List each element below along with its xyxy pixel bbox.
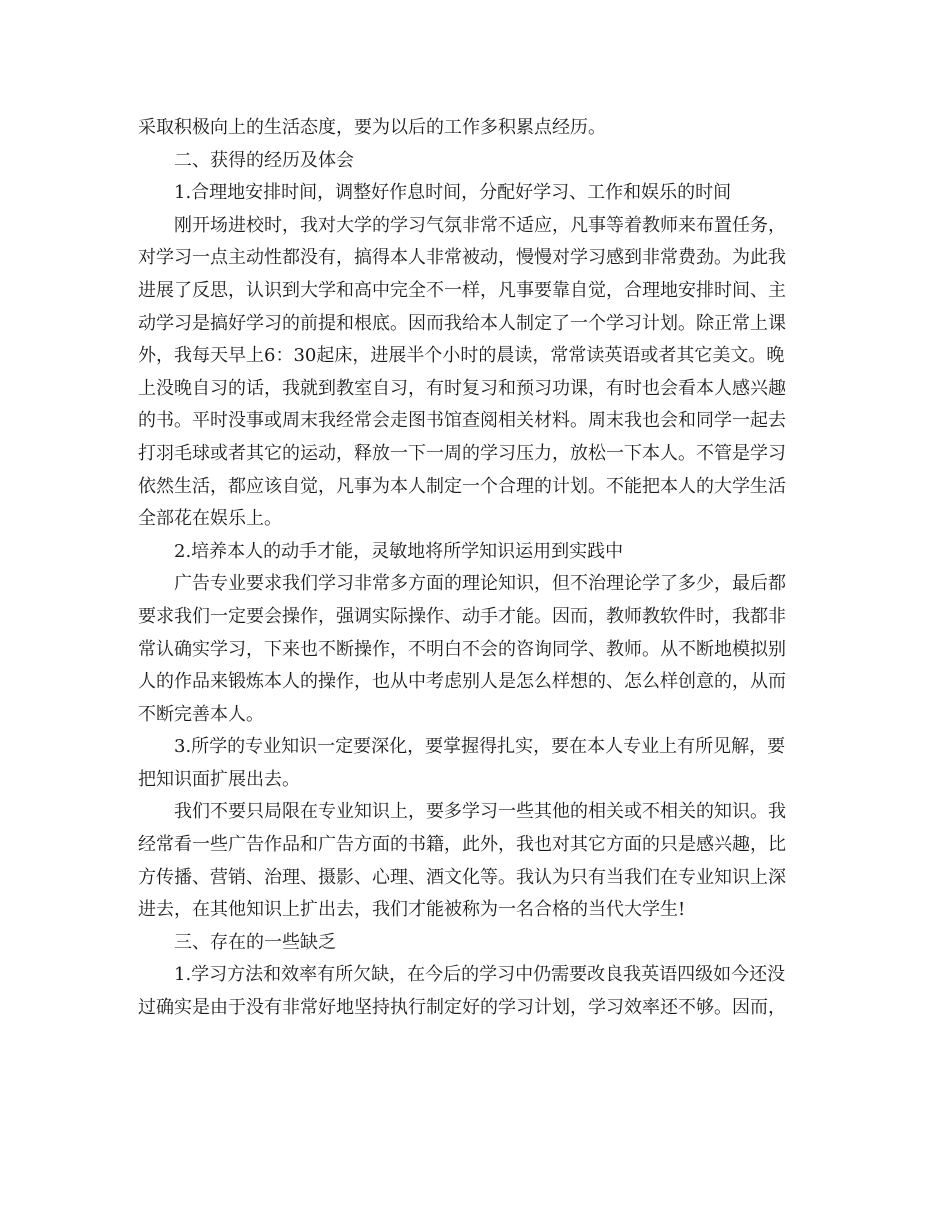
paragraph-time-management: 刚开场进校时，我对大学的学习气氛非常不适应，凡事等着教师来布置任务， 对学习一点主动性都没有，搞得本人非常被动，慢慢对学习感到非常费劲。为此我 进展了反思，认识到大学和高中完全不一样，凡事要靠自觉，合理地安排时间、主 动学习是搞好学习的前提和根底。因而我给本人制定了一个学习计划。除正常上课 外，我每天早上6：30起床，进展半个小时的晨读，常常读英语或者其它美文。晚 上没晚自习的话，我就到教室自习，有时复习和预习功课，有时也会看本人感兴趣 的书。平时没事或周末我经常会走图书馆查阅相关材料。周末我也会和同学一起去 打羽毛球或者其它的运动，释放一下一周的学习压力，放松一下本人。不管是学习 依然生活，都应该自觉，凡事为本人制定一个合理的计划。不能把本人的大学生活 全部花在娱乐上。: [138, 214, 786, 530]
section-heading-experience: 二、获得的经历及体会: [174, 149, 354, 171]
paragraph-broaden-knowledge: 我们不要只局限在专业知识上，要多学习一些其他的相关或不相关的知识。我 经常看一些广告作品和广告方面的书籍，此外，我也对其它方面的只是感兴趣，比 方传播、营销、治理、摄影、心理、酒文化等。我认为只有当我们在专业知识上深 进去，在其他知识上扩出去，我们才能被称为一名合格的当代大学生!: [138, 801, 786, 921]
subheading-time-management: 1.合理地安排时间，调整好作息时间，分配好学习、工作和娱乐的时间: [174, 182, 732, 204]
subheading-hands-on-ability: 2.培养本人的动手才能，灵敏地将所学知识运用到实践中: [174, 540, 624, 562]
subheading-deepen-knowledge: 3.所学的专业知识一定要深化，要掌握得扎实，要在本人专业上有所见解，要 把知识面扩展出去。: [138, 736, 786, 790]
section-heading-shortcomings: 三、存在的一些缺乏: [174, 931, 336, 953]
document-body: [138, 112, 814, 1025]
paragraph-hands-on-ability: 广告专业要求我们学习非常多方面的理论知识，但不治理论学了多少，最后都 要求我们一定要会操作，强调实际操作、动手才能。因而，教师教软件时，我都非 常认确实学习，下来也不断操作，不明白不会的咨询同学、教师。从不断地模拟别 人的作品来锻炼本人的操作，也从中考虑别人是怎么样想的、怎么样创意的，从而 不断完善本人。: [138, 573, 786, 725]
paragraph-intro-line: 采取积极向上的生活态度，要为以后的工作多积累点经历。: [138, 117, 606, 138]
paragraph-study-efficiency: 1.学习方法和效率有所欠缺，在今后的学习中仍需要改良我英语四级如今还没 过确实是由于没有非常好地坚持执行制定好的学习计划，学习效率还不够。因而，: [138, 964, 786, 1019]
